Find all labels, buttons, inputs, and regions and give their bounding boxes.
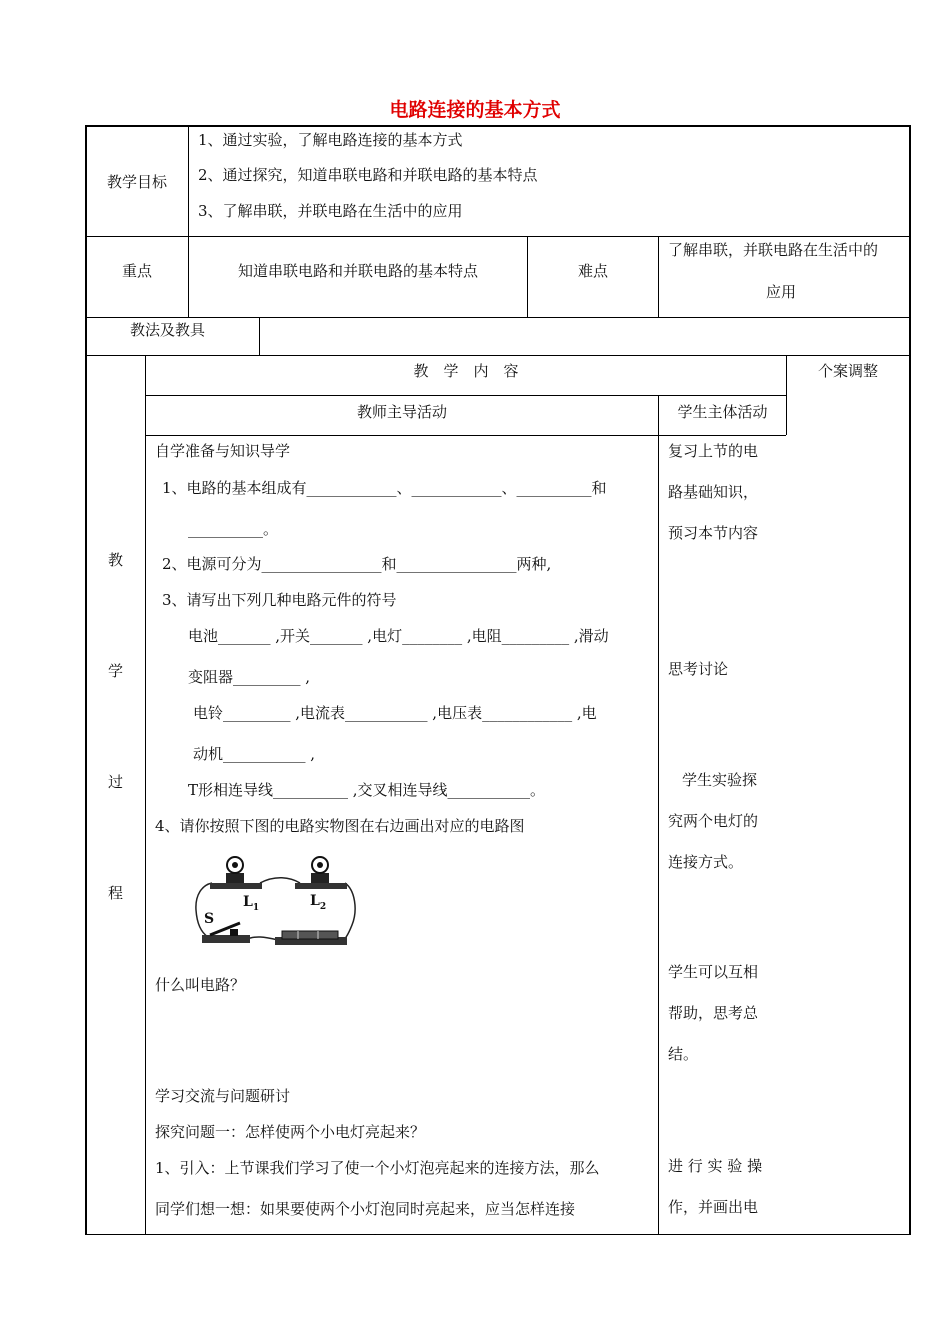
- teacher-line: 变阻器_________ ,: [188, 668, 311, 686]
- focus-text: 知道串联电路和并联电路的基本特点: [237, 262, 478, 280]
- student-line: 结。: [668, 1045, 699, 1063]
- circuit-label-s: S: [204, 911, 215, 927]
- teacher-line: 电池_______ ,开关_______ ,电灯________ ,电阻_________ ,滑动: [188, 627, 609, 645]
- process-char-2: 学: [108, 662, 124, 680]
- teacher-line: 什么叫电路？: [155, 976, 246, 994]
- teacher-line: 1、引入：上节课我们学习了使一个小灯泡亮起来的连接方法，那么: [155, 1159, 600, 1177]
- teacher-line: 4、请你按照下图的电路实物图在右边画出对应的电路图: [155, 817, 525, 835]
- circuit-diagram: [190, 855, 360, 950]
- teacher-line: 动机___________ ,: [193, 745, 316, 763]
- teacher-line: 2、电源可分为________________和________________两种,: [162, 555, 552, 573]
- teacher-line: 3、请写出下列几种电路元件的符号: [162, 591, 397, 609]
- teacher-line: 探究问题一：怎样使两个小电灯亮起来？: [155, 1123, 426, 1141]
- process-char-1: 教: [108, 551, 124, 569]
- content-header: 教 学 内 容: [413, 362, 519, 380]
- teacher-line: 学习交流与问题研讨: [155, 1087, 291, 1105]
- student-line: 学生可以互相: [668, 963, 759, 981]
- teacher-line: 同学们想一想：如果要使两个小灯泡同时亮起来，应当怎样连接: [155, 1200, 576, 1218]
- teacher-header: 教师主导活动: [356, 403, 447, 421]
- difficulty-text-2: 应用: [766, 283, 797, 301]
- adjust-header: 个案调整: [817, 362, 878, 380]
- circuit-label-l2: $L_2$: [310, 893, 327, 912]
- teacher-line: __________。: [188, 520, 279, 538]
- student-line: 作，并画出电: [668, 1198, 759, 1216]
- student-line: 连接方式。: [668, 853, 744, 871]
- objectives-label: 教学目标: [106, 173, 167, 191]
- difficulty-text-1: 了解串联，并联电路在生活中的: [668, 241, 879, 259]
- process-char-4: 程: [108, 884, 124, 902]
- objective-3: 3、了解串联，并联电路在生活中的应用: [198, 202, 463, 220]
- student-line: 帮助，思考总: [668, 1004, 759, 1022]
- objective-1: 1、通过实验，了解电路连接的基本方式: [198, 131, 463, 149]
- teacher-line: 1、电路的基本组成有____________、____________、__________和: [162, 479, 607, 497]
- teacher-line: 自学准备与知识导学: [155, 442, 291, 460]
- student-line: 复习上节的电: [668, 442, 759, 460]
- student-line: 学生实验探: [682, 771, 758, 789]
- process-char-3: 过: [108, 773, 124, 791]
- difficulty-label: 难点: [577, 262, 608, 280]
- teacher-line: 电铃_________ ,电流表___________ ,电压表____________ ,电: [193, 704, 597, 722]
- student-line: 思考讨论: [668, 660, 729, 678]
- student-line: 路基础知识，: [668, 483, 759, 501]
- page-title: 电路连接的基本方式: [389, 99, 561, 121]
- teacher-line: T形相连导线__________ ,交叉相连导线___________。: [188, 781, 546, 799]
- circuit-label-l1: $L_1$: [243, 894, 260, 913]
- objective-2: 2、通过探究，知道串联电路和并联电路的基本特点: [198, 166, 538, 184]
- student-line: 预习本节内容: [668, 524, 759, 542]
- student-header: 学生主体活动: [677, 403, 768, 421]
- methods-label: 教法及教具: [130, 321, 206, 339]
- student-line: 究两个电灯的: [668, 812, 759, 830]
- focus-label: 重点: [121, 262, 152, 280]
- student-line: 进 行 实 验 操: [668, 1157, 763, 1175]
